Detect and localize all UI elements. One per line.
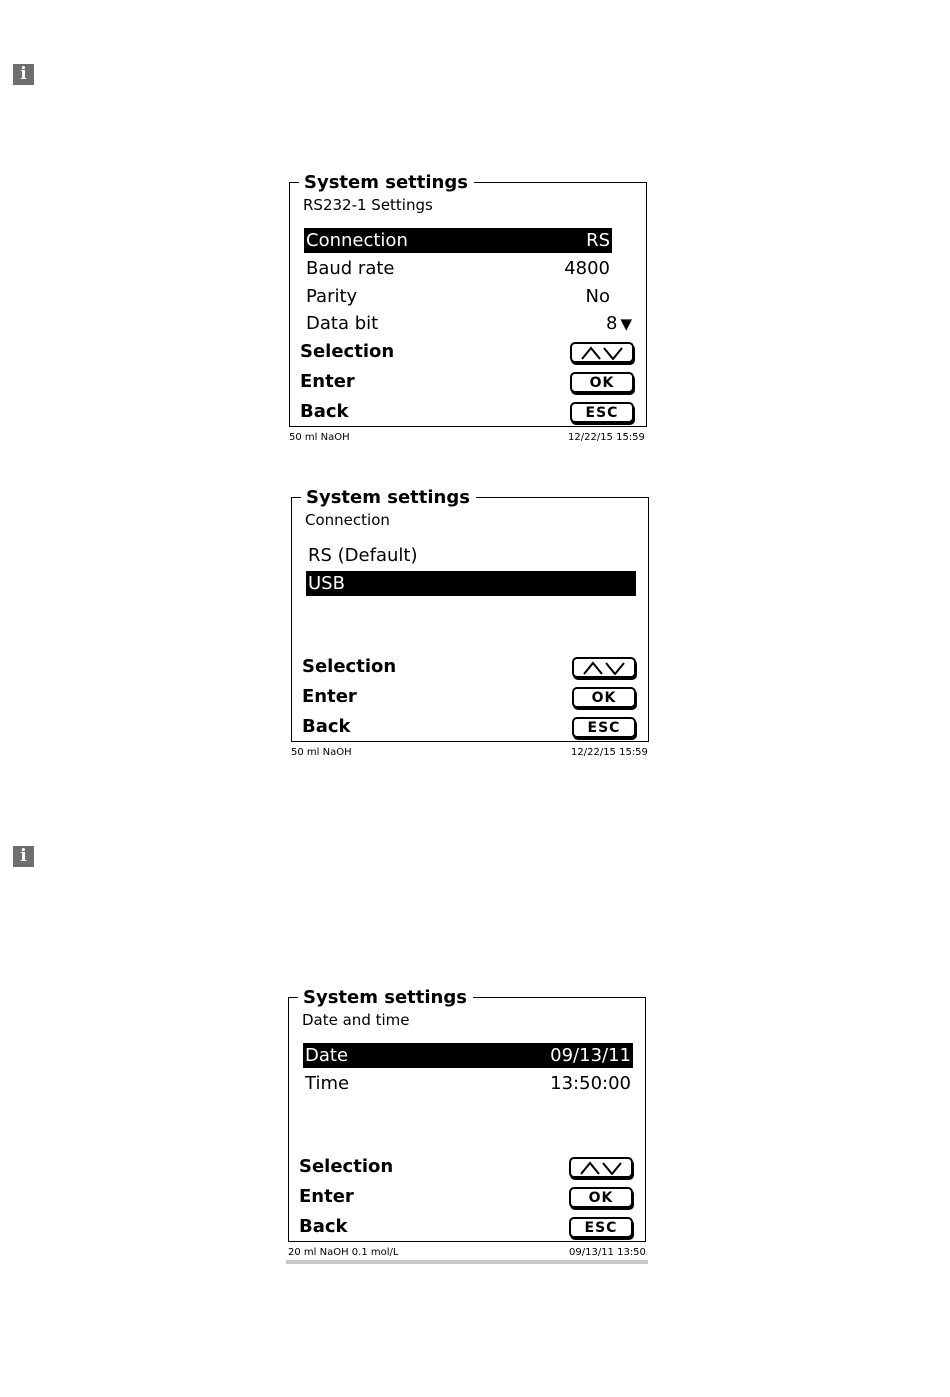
up-down-arrows-icon [580, 346, 624, 360]
screen-title: System settings [299, 173, 474, 193]
up-down-arrows-icon [582, 661, 626, 675]
row-baud-rate[interactable] [304, 256, 612, 281]
selection-key[interactable] [572, 657, 636, 678]
screen-title: System settings [298, 988, 473, 1008]
option-rs-default[interactable] [306, 543, 636, 568]
ok-button[interactable]: OK [572, 687, 636, 708]
option-label: USB [308, 573, 345, 594]
row-value: 8 [606, 313, 618, 334]
row-data-bit[interactable] [304, 311, 634, 336]
info-icon: i [13, 846, 34, 867]
up-down-arrows-icon [579, 1161, 623, 1175]
back-label: Back [299, 1216, 348, 1237]
row-value: 13:50:00 [550, 1073, 631, 1094]
screen-subtitle: RS232-1 Settings [303, 196, 433, 214]
option-usb[interactable] [306, 571, 636, 596]
back-label: Back [300, 401, 349, 422]
row-label: Connection [306, 230, 408, 251]
footer-method: 20 ml NaOH 0.1 mol/L [288, 1247, 399, 1258]
enter-label: Enter [302, 686, 357, 707]
row-label: Time [305, 1073, 350, 1094]
screen-subtitle: Date and time [302, 1011, 410, 1029]
esc-button[interactable]: ESC [572, 717, 636, 738]
row-value: RS [586, 230, 610, 251]
selection-key[interactable] [570, 342, 634, 363]
esc-button[interactable]: ESC [569, 1217, 633, 1238]
scroll-down-icon: ▼ [620, 315, 632, 333]
row-value: 09/13/11 [550, 1045, 631, 1066]
footer-method: 50 ml NaOH [291, 747, 352, 758]
info-icon: i [13, 64, 34, 85]
ok-button[interactable]: OK [570, 372, 634, 393]
enter-label: Enter [300, 371, 355, 392]
row-parity[interactable] [304, 284, 612, 309]
row-value: No [585, 286, 610, 307]
row-label: Baud rate [306, 258, 395, 279]
screen-title: System settings [301, 488, 476, 508]
footer-divider [286, 1260, 648, 1264]
enter-label: Enter [299, 1186, 354, 1207]
selection-key[interactable] [569, 1157, 633, 1178]
back-label: Back [302, 716, 351, 737]
row-connection[interactable] [304, 228, 612, 253]
date-time-screen [288, 987, 646, 1242]
ok-button[interactable]: OK [569, 1187, 633, 1208]
selection-label: Selection [300, 341, 395, 362]
connection-screen [291, 487, 649, 742]
row-date[interactable] [303, 1043, 633, 1068]
selection-label: Selection [302, 656, 397, 677]
row-label: Data bit [306, 313, 379, 334]
esc-button[interactable]: ESC [570, 402, 634, 423]
option-label: RS (Default) [308, 545, 418, 566]
footer-datetime: 12/22/15 15:59 [571, 747, 648, 758]
selection-label: Selection [299, 1156, 394, 1177]
rs232-settings-screen [289, 172, 647, 427]
row-label: Date [305, 1045, 349, 1066]
footer-datetime: 12/22/15 15:59 [568, 432, 645, 443]
row-time[interactable] [303, 1071, 633, 1096]
footer-method: 50 ml NaOH [289, 432, 350, 443]
row-value: 4800 [564, 258, 610, 279]
row-label: Parity [306, 286, 358, 307]
footer-datetime: 09/13/11 13:50 [569, 1247, 646, 1258]
screen-subtitle: Connection [305, 511, 390, 529]
